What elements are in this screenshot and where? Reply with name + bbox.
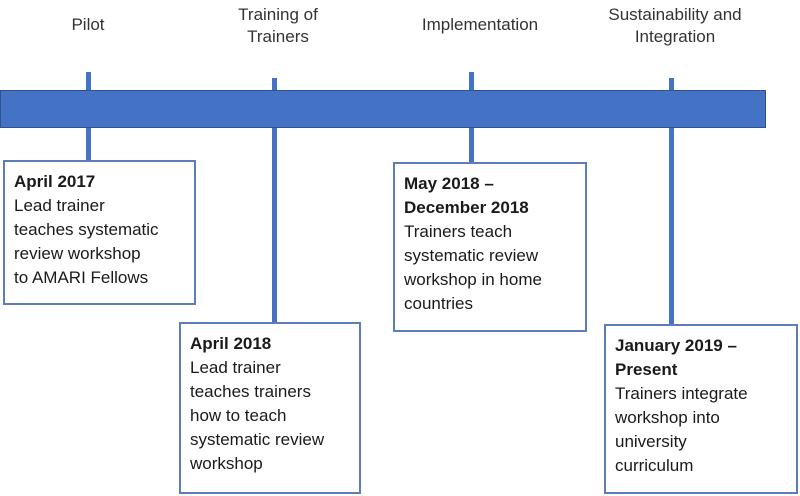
phase-label-training-of-trainers: Training of Trainers — [238, 5, 318, 46]
milestone-description: Lead trainer teaches systematic review workshop to AMARI Fellows — [14, 196, 159, 287]
milestone-date: April 2018 — [190, 334, 272, 353]
milestone-card-april-2017 — [3, 160, 196, 305]
timeline-bar — [0, 90, 766, 128]
milestone-card-january-2019 — [604, 324, 798, 494]
milestone-date: January 2019 – Present — [615, 336, 737, 379]
phase-label-implementation: Implementation — [421, 15, 539, 34]
milestone-card-april-2018 — [179, 322, 361, 494]
milestone-date: April 2017 — [14, 172, 96, 191]
milestone-description: Lead trainer teaches trainers how to teach systematic review workshop — [190, 358, 325, 473]
milestone-date: May 2018 – December 2018 — [404, 174, 529, 217]
phase-label-pilot: Pilot — [71, 15, 105, 34]
milestone-description: Trainers teach systematic review workshop in home countries — [404, 222, 542, 313]
milestone-description: Trainers integrate workshop into university curriculum — [615, 384, 748, 475]
phase-label-sustainability-and-integration: Sustainability and Integration — [608, 5, 742, 46]
milestone-card-may-2018 — [393, 162, 587, 332]
